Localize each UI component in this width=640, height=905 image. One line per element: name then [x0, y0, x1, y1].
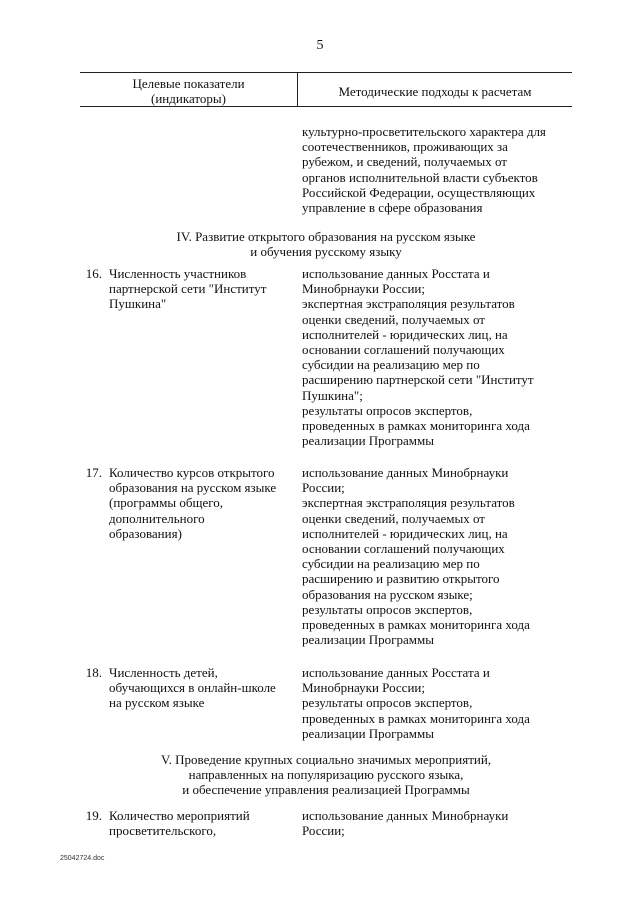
table-header-indicators: Целевые показатели (индикаторы): [132, 76, 245, 107]
table-header-methods: Методические подходы к расчетам: [338, 84, 532, 99]
row-19-method: использование данных Минобрнауки России;: [302, 808, 509, 839]
row-18-method: использование данных Росстата и Минобрнауки России; результаты опросов экспертов, проведенных в рамках мониторинга хода реализации Программы: [302, 665, 530, 741]
row-16-method: использование данных Росстата и Минобрнауки России; экспертная экстраполяция результатов оценки сведений, получаемых от исполнителей - юридических лиц, на основании соглашений получающих субсидии на реализацию мер по расширению партнерской сети "Институт Пушкина"; результаты опросов экспертов, проведенных в рамках мониторинга хода реализации Программы: [302, 266, 534, 449]
section-iv-title: IV. Развитие открытого образования на русском языке и обучения русскому языку: [176, 229, 476, 260]
row-17-indicator: Количество курсов открытого образования на русском языке (программы общего, дополнительного образования): [109, 465, 277, 541]
row-19-number: 19.: [85, 808, 102, 823]
row-16-indicator: Численность участников партнерской сети "Институт Пушкина": [109, 266, 267, 312]
row-17-number: 17.: [85, 465, 102, 480]
row-19-indicator: Количество мероприятий просветительского,: [109, 808, 250, 839]
footer-filename: 25042724.doc: [60, 855, 105, 862]
section-v-title: V. Проведение крупных социально значимых мероприятий, направленных на популяризацию русского языка, и обеспечение управления реализацией Программы: [160, 752, 492, 798]
continuation-text: культурно-просветительского характера для соотечественников, проживающих за рубежом, и сведений, получаемых от органов исполнительной власти субъектов Российской Федерации, осуществляющих управление в сфере образования: [302, 124, 546, 216]
row-16-number: 16.: [85, 266, 102, 281]
table-header-top-rule: [80, 72, 572, 73]
row-18-number: 18.: [85, 665, 102, 680]
row-18-indicator: Численность детей, обучающихся в онлайн-школе на русском языке: [109, 665, 276, 711]
row-17-method: использование данных Минобрнауки России; экспертная экстраполяция результатов оценки сведений, получаемых от исполнителей - юридических лиц, на основании соглашений получающих субсидии на реализацию мер по расширению и развитию открытого образования на русском языке; результаты опросов экспертов, проведенных в рамках мониторинга хода реализации Программы: [302, 465, 530, 648]
page-number: 5: [316, 38, 324, 53]
